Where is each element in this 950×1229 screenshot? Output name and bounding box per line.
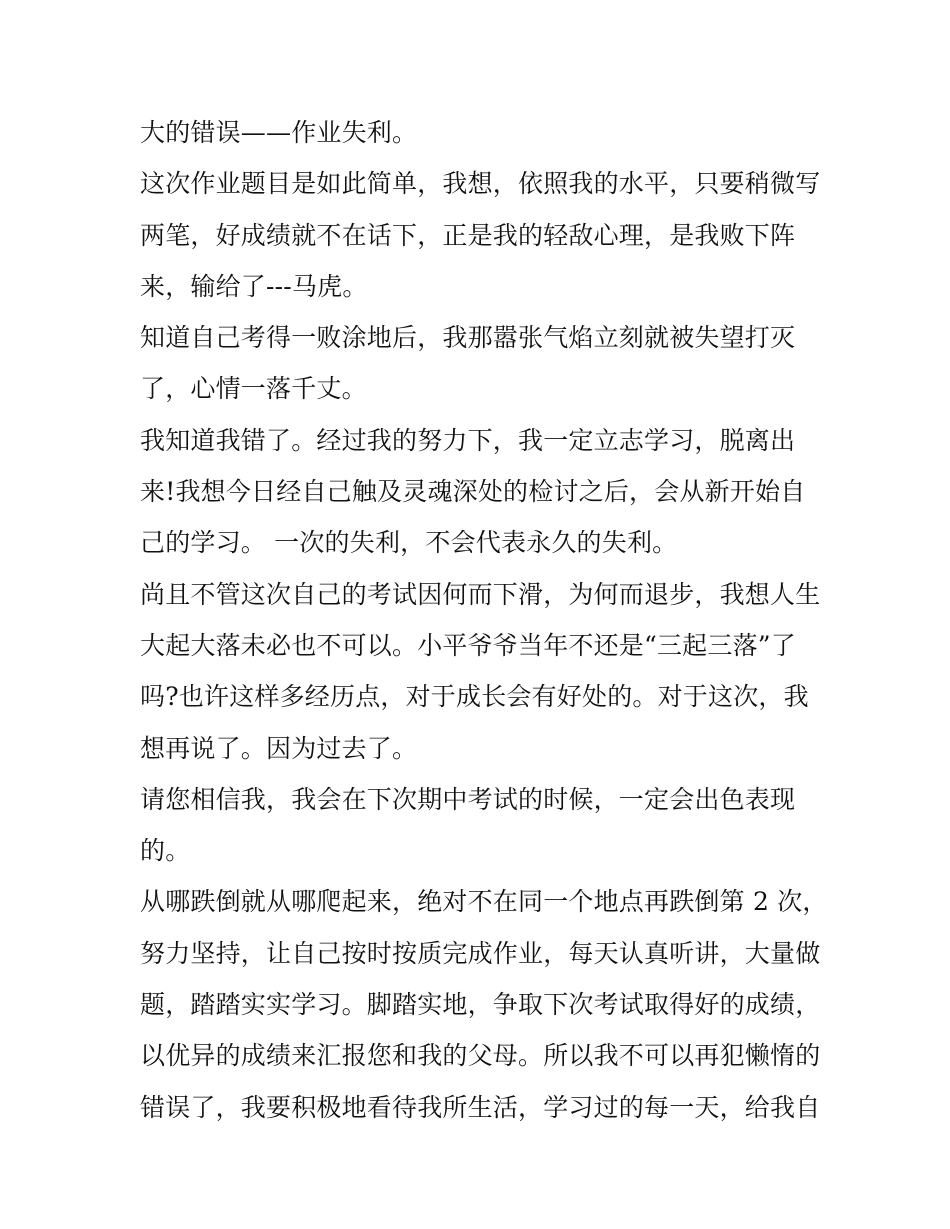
text-line: 吗?也许这样多经历点，对于成长会有好处的。对于这次，我 xyxy=(140,682,809,712)
text-line: 尚且不管这次自己的考试因何而下滑，为何而退步，我想人生 xyxy=(140,579,821,609)
text-line: 大的错误——作业失利。 xyxy=(140,118,418,147)
text-line: 这次作业题目是如此简单，我想，依照我的水平，只要稍微写 xyxy=(140,169,821,199)
text-line: 题，踏踏实实学习。脚踏实地，争取下次考试取得好的成绩， xyxy=(140,990,821,1020)
text-line: 从哪跌倒就从哪爬起来，绝对不在同一个地点再跌倒第 2 次， xyxy=(140,887,828,917)
text-line: 错误了，我要积极地看待我所生活，学习过的每一天，给我自 xyxy=(140,1092,821,1122)
text-line: 努力坚持，让自己按时按质完成作业，每天认真听讲，大量做 xyxy=(140,938,821,968)
text-line: 大起大落未必也不可以。小平爷爷当年不还是“三起三落”了 xyxy=(140,630,796,660)
document-body xyxy=(140,107,828,1133)
text-line: 了，心情一落千丈。 xyxy=(140,374,367,404)
text-line: 想再说了。因为过去了。 xyxy=(140,733,418,763)
text-line: 我知道我错了。经过我的努力下，我一定立志学习，脱离出 xyxy=(140,425,796,455)
text-line: 两笔，好成绩就不在话下，正是我的轻敌心理，是我败下阵 xyxy=(140,220,796,250)
text-line: 己的学习。 一次的失利，不会代表永久的失利。 xyxy=(140,528,678,558)
text-line: 来，输给了---马虎。 xyxy=(140,271,368,301)
text-line: 知道自己考得一败涂地后，我那嚣张气焰立刻就被失望打灭 xyxy=(140,323,796,353)
text-line: 来!我想今日经自己触及灵魂深处的检讨之后，会从新开始自 xyxy=(140,477,806,507)
text-line: 以优异的成绩来汇报您和我的父母。所以我不可以再犯懒惰的 xyxy=(140,1041,821,1071)
text-line: 的。 xyxy=(140,836,191,866)
text-line: 请您相信我，我会在下次期中考试的时候，一定会出色表现 xyxy=(140,784,796,814)
